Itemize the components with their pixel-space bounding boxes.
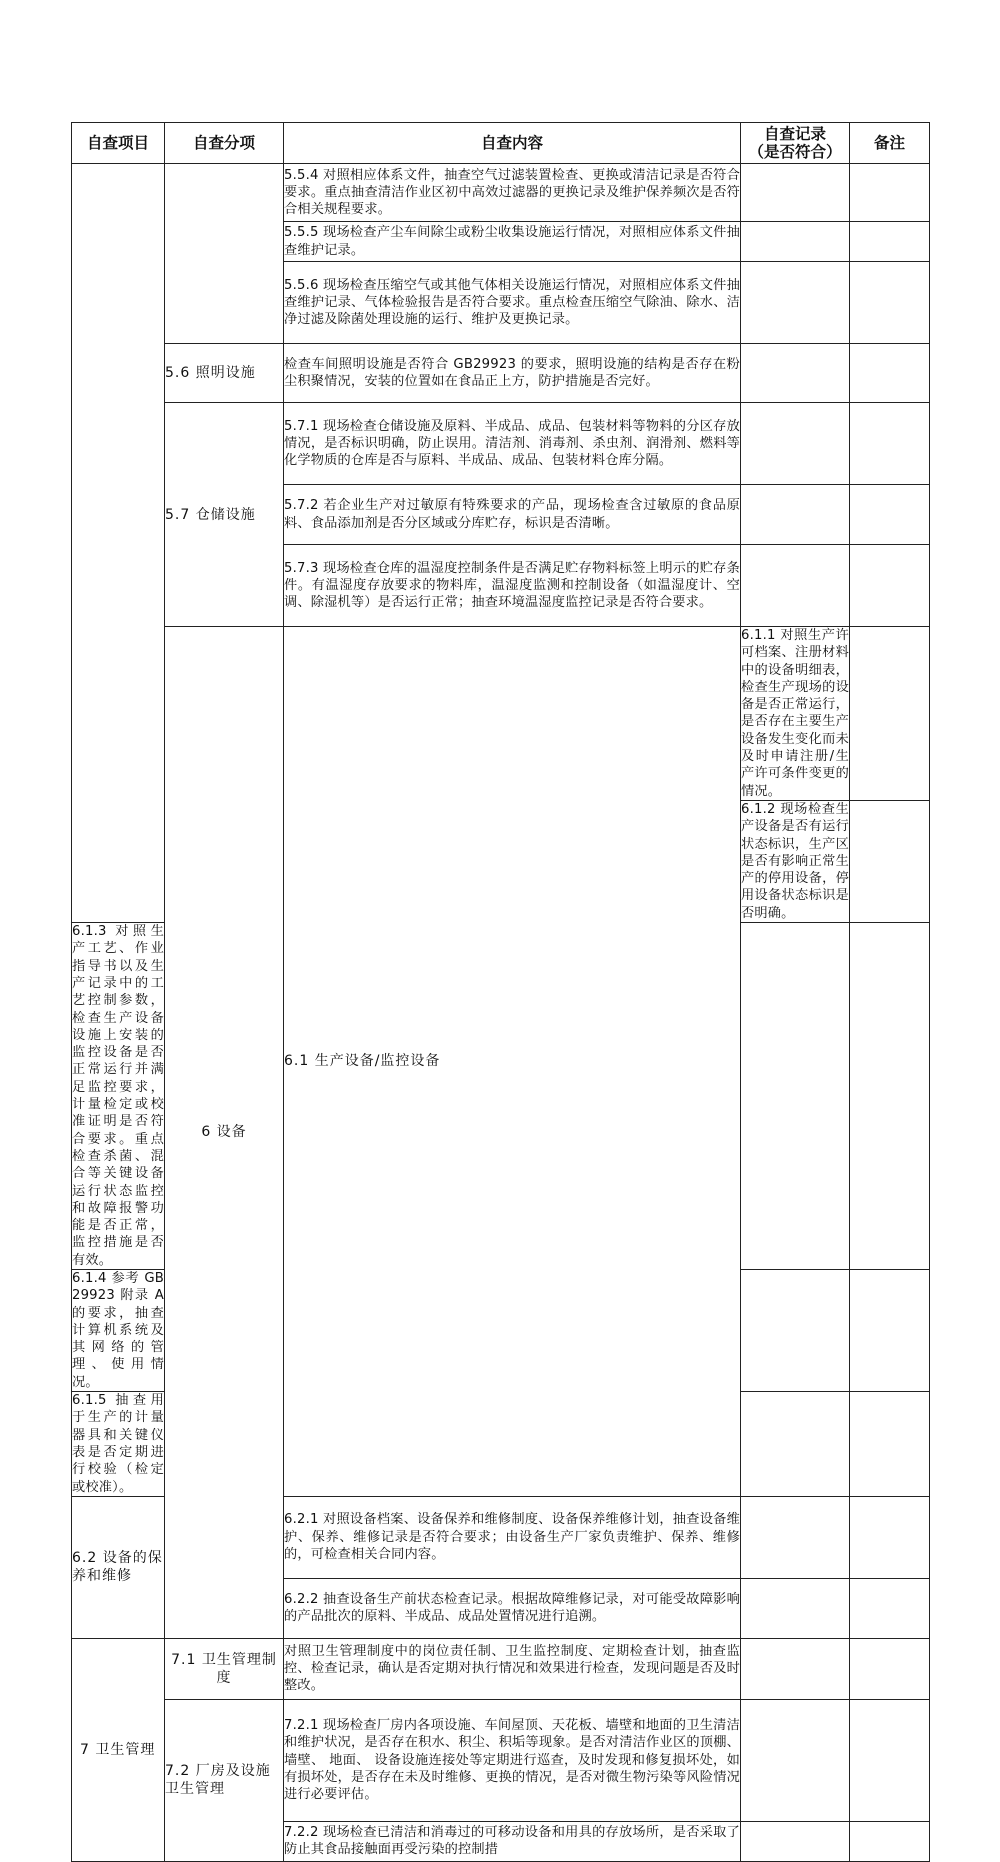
table-row	[72, 344, 930, 403]
self-inspection-table	[71, 122, 930, 1862]
content-cell: 5.5.5 现场检查产尘车间除尘或粉尘收集设施运行情况，对照相应体系文件抽查维护记录。	[284, 222, 741, 262]
table-header-row	[72, 123, 930, 164]
subitem-cell-5-7: 5.7 仓储设施	[165, 403, 284, 627]
remark-cell[interactable]	[850, 222, 930, 262]
content-cell: 5.5.4 对照相应体系文件，抽查空气过滤装置检查、更换或清洁记录是否符合要求。重点抽查清洁作业区初中高效过滤器的更换记录及维护保养频次是否符合相关规程要求。	[284, 164, 741, 222]
header-item: 自查项目	[72, 123, 165, 164]
item-cell-5	[72, 164, 165, 923]
content-cell: 对照卫生管理制度中的岗位责任制、卫生监控制度、定期检查计划，抽查监控、检查记录，确认是否定期对执行情况和效果进行检查，发现问题是否及时整改。	[284, 1638, 741, 1699]
content-cell: 5.7.1 现场检查仓储设施及原料、半成品、成品、包装材料等物料的分区存放情况，是否标识明确，防止误用。清洁剂、消毒剂、杀虫剂、润滑剂、燃料等化学物质的仓库是否与原料、半成品、成品、包装材料仓库分隔。	[284, 403, 741, 485]
content-cell: 6.2.1 对照设备档案、设备保养和维修制度、设备保养维修计划，抽查设备维护、保养、维修记录是否符合要求；由设备生产厂家负责维护、保养、维修的，可检查相关合同内容。	[284, 1496, 741, 1578]
remark-cell[interactable]	[850, 164, 930, 222]
remark-cell[interactable]	[850, 1578, 930, 1638]
record-cell[interactable]	[850, 800, 930, 922]
remark-cell[interactable]	[850, 1496, 930, 1578]
header-record-line2: （是否符合）	[748, 143, 842, 161]
content-cell: 7.2.1 现场检查厂房内各项设施、车间屋顶、天花板、墙壁和地面的卫生清洁和维护状况，是否存在积水、积尘、积垢等现象。是否对清洁作业区的顶棚、 墙壁、 地面、 设备设施连接处等定期进行巡查，及时发现和修复损坏处，如有损坏处，是否存在未及时维修、更换的情况，是否对微生物污染等风险情况进行必要评估。	[284, 1699, 741, 1821]
record-cell[interactable]	[741, 1699, 850, 1821]
subitem-cell-5-5	[165, 164, 284, 344]
content-cell: 6.1.2 现场检查生产设备是否有运行状态标识，生产区是否有影响正常生产的停用设备，停用设备状态标识是否明确。	[741, 801, 849, 921]
record-cell[interactable]	[741, 1578, 850, 1638]
remark-cell[interactable]	[850, 923, 930, 1270]
content-cell: 检查车间照明设施是否符合 GB29923 的要求，照明设施的结构是否存在粉尘积聚情况，安装的位置如在食品正上方，防护措施是否完好。	[284, 344, 741, 403]
record-cell[interactable]	[741, 923, 850, 1270]
content-cell: 6.1.1 对照生产许可档案、注册材料中的设备明细表，检查生产现场的设备是否正常运行，是否存在主要生产设备发生变化而未及时申请注册/生产许可条件变更的情况。	[741, 628, 849, 799]
content-cell: 6.1.5 抽查用于生产的计量器具和关键仪表是否定期进行校验（检定或校准）。	[72, 1393, 164, 1495]
record-cell[interactable]	[741, 344, 850, 403]
header-subitem: 自查分项	[165, 123, 284, 164]
remark-cell[interactable]	[850, 485, 930, 545]
record-cell[interactable]	[850, 627, 930, 801]
table-row	[72, 627, 930, 801]
record-cell[interactable]	[741, 1638, 850, 1699]
remark-cell[interactable]	[850, 1269, 930, 1391]
record-cell[interactable]	[741, 164, 850, 222]
content-cell: 6.1.4 参考 GB 29923 附录 A 的要求，抽查计算机系统及其网络的管理、使用情况。	[72, 1270, 164, 1390]
content-cell: 5.7.3 现场检查仓库的温湿度控制条件是否满足贮存物料标签上明示的贮存条件。有温湿度存放要求的物料库，温湿度监测和控制设备（如温湿度计、空调、除湿机等）是否运行正常；抽查环境温湿度监控记录是否符合要求。	[284, 545, 741, 627]
record-cell[interactable]	[741, 262, 850, 344]
content-cell: 5.5.6 现场检查压缩空气或其他气体相关设施运行情况，对照相应体系文件抽查维护记录、气体检验报告是否符合要求。重点检查压缩空气除油、除水、洁净过滤及除菌处理设施的运行、维护及更换记录。	[284, 262, 741, 344]
record-cell[interactable]	[741, 403, 850, 485]
subitem-cell-6-2: 6.2 设备的保养和维修	[72, 1496, 165, 1638]
table-row	[72, 164, 930, 222]
record-cell[interactable]	[741, 1496, 850, 1578]
subitem-cell-6-1: 6.1 生产设备/监控设备	[284, 627, 741, 1497]
remark-cell[interactable]	[850, 344, 930, 403]
header-content: 自查内容	[284, 123, 741, 164]
remark-cell[interactable]	[850, 1699, 930, 1821]
remark-cell[interactable]	[850, 262, 930, 344]
item-cell-7: 7 卫生管理	[72, 1638, 165, 1861]
header-record	[741, 123, 850, 164]
header-record-line1: 自查记录	[763, 125, 826, 143]
subitem-cell-5-6: 5.6 照明设施	[165, 344, 284, 403]
remark-cell[interactable]	[850, 1392, 930, 1497]
content-cell: 6.1.3 对照生产工艺、作业指导书以及生产记录中的工艺控制参数，检查生产设备设施上安装的监控设备是否正常运行并满足监控要求，计量检定或校准证明是否符合要求。重点检查杀菌、混合等关键设备运行状态监控和故障报警功能是否正常，监控措施是否有效。	[72, 924, 164, 1268]
record-cell[interactable]	[741, 1821, 850, 1861]
content-cell: 6.2.2 抽查设备生产前状态检查记录。根据故障维修记录，对可能受故障影响的产品批次的原料、半成品、成品处置情况进行追溯。	[284, 1578, 741, 1638]
record-cell[interactable]	[741, 485, 850, 545]
header-remark: 备注	[850, 123, 930, 164]
remark-cell[interactable]	[850, 1821, 930, 1861]
subitem-cell-7-2: 7.2 厂房及设施卫生管理	[165, 1699, 284, 1861]
table-row	[72, 403, 930, 485]
content-cell: 7.2.2 现场检查已清洁和消毒过的可移动设备和用具的存放场所，是否采取了防止其食品接触面再受污染的控制措	[284, 1821, 741, 1861]
record-cell[interactable]	[741, 222, 850, 262]
record-cell[interactable]	[741, 545, 850, 627]
record-cell[interactable]	[741, 1392, 850, 1497]
item-cell-6: 6 设备	[165, 627, 284, 1639]
table-row	[72, 1699, 930, 1821]
remark-cell[interactable]	[850, 545, 930, 627]
record-cell[interactable]	[741, 1269, 850, 1391]
remark-cell[interactable]	[850, 403, 930, 485]
table-row	[72, 1638, 930, 1699]
content-cell: 5.7.2 若企业生产对过敏原有特殊要求的产品，现场检查含过敏原的食品原料、食品添加剂是否分区域或分库贮存，标识是否清晰。	[284, 485, 741, 545]
subitem-cell-7-1: 7.1 卫生管理制度	[165, 1638, 284, 1699]
remark-cell[interactable]	[850, 1638, 930, 1699]
